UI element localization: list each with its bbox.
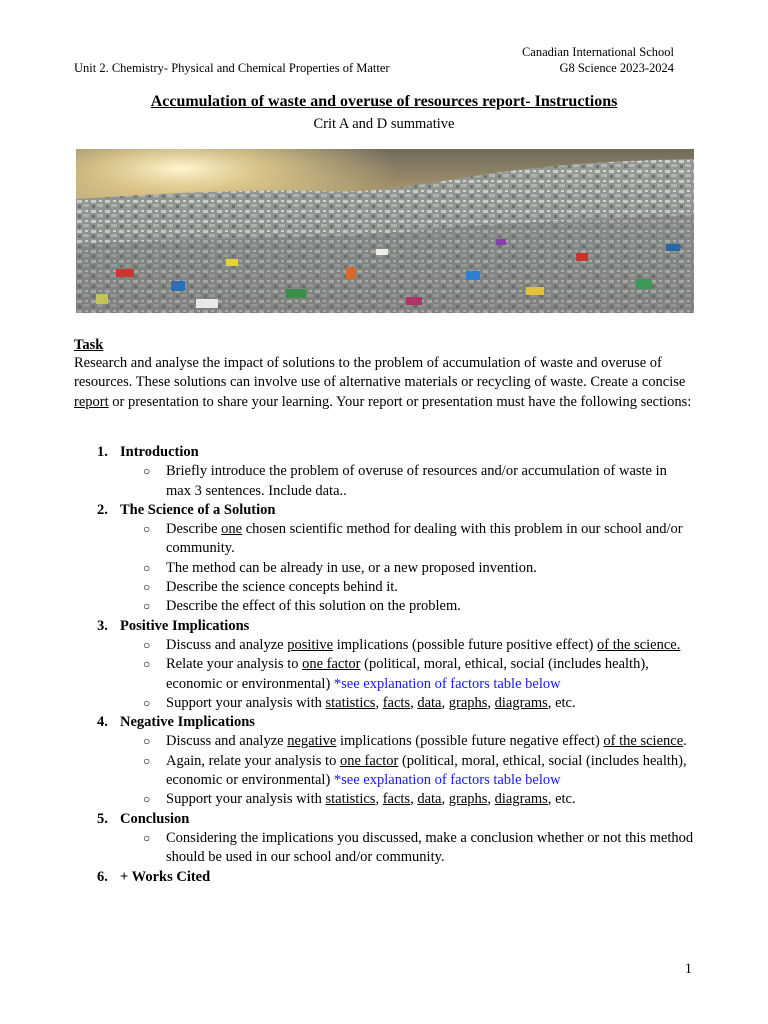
bullet-circle-icon: ○ [143,580,151,595]
page-number: 1 [684,961,692,977]
list-item: ○ Describe one chosen scientific method for dealing with this problem in our school and/or community. [143,521,683,557]
bullet-circle-icon: ○ [143,753,151,768]
section-conclusion: 5. Conclusion ○ Considering the implications you discussed, make a conclusion whether or not this method should be used in our school and/or community. [74,810,694,868]
task-description: Research and analyse the impact of solutions to the problem of accumulation of waste and overuse of resources. These solutions can involve use of alternative materials or recycling of waste. Create a concise report or presentation to share your learning. Your report or presentation must have the following sections: [74,355,692,410]
bullet-circle-icon: ○ [143,734,151,749]
bullet-circle-icon: ○ [143,657,151,672]
factors-table-reference: *see explanation of factors table below [333,772,561,789]
bullet-circle-icon: ○ [143,695,151,710]
list-item: ○ The method can be already in use, or a new proposed invention. [74,559,694,578]
section-title: Conclusion [120,810,190,827]
section-negative-implications: 4. Negative Implications ○ Discuss and analyze negative implications (possible future negative effect) of the science. ○ Again, relate your analysis to one factor (political, moral, ethical, social (includes health), economic or environmental) *see explanation of factors table below ○ Support your analysis with statistics, facts, data, graphs, diagrams, etc. [74,713,694,809]
task-heading: Task [74,337,104,353]
list-item: ○ Support your analysis with statistics, facts, data, graphs, diagrams, etc. [74,694,694,713]
unit-title: Unit 2. Chemistry- Physical and Chemical Properties of Matter [74,61,390,75]
section-title: Negative Implications [120,714,255,731]
header-right [522,44,674,76]
section-title: The Science of a Solution [120,501,276,518]
section-science-of-solution: 2. The Science of a Solution ○ Describe one chosen scientific method for dealing with this problem in our school and/or community. ○ The method can be already in use, or a new proposed invention. ○ Describe the science concepts behind it. ○ Describe the effect of this solution on the problem. [74,501,694,617]
section-title: Introduction [120,444,199,460]
list-item: ○ Relate your analysis to one factor (political, moral, ethical, social (includes health), economic or environmental) *see explanation of factors table below [143,656,649,692]
list-item: ○ Again, relate your analysis to one factor (political, moral, ethical, social (includes health), economic or environmental) *see explanation of factors table below [143,752,687,789]
school-name: Canadian International School [521,45,674,59]
waste-landfill-image [76,149,694,313]
list-item: ○ Considering the implications you discussed, make a conclusion whether or not this method should be used in our school and/or community. [143,829,694,866]
bullet-circle-icon: ○ [143,792,151,807]
page-title: Accumulation of waste and overuse of resources report- Instructions [150,93,618,110]
course-name: G8 Science 2023-2024 [559,61,674,75]
section-title: + Works Cited [120,868,211,885]
list-item: ○ Briefly introduce the problem of overuse of resources and/or accumulation of waste in max 3 sentences. Include data.. [143,463,667,499]
bullet-circle-icon: ○ [143,830,151,845]
report-sections-list [74,443,694,887]
list-item: ○ Discuss and analyze negative implications (possible future negative effect) of the science. [74,732,694,751]
section-introduction: 1. Introduction ○ Briefly introduce the problem of overuse of resources and/or accumulation of waste in max 3 sentences. Include data.. [74,443,694,501]
bullet-circle-icon: ○ [143,637,151,652]
list-item: ○ Describe the science concepts behind it. [74,578,694,597]
section-positive-implications: 3. Positive Implications ○ Discuss and analyze positive implications (possible future positive effect) of the science. ○ Relate your analysis to one factor (political, moral, ethical, social (includes health), economic or environmental) *see explanation of factors table below ○ Support your analysis with statistics, facts, data, graphs, diagrams, etc. [74,617,694,713]
factors-table-reference: *see explanation of factors table below [333,675,561,692]
bullet-circle-icon: ○ [143,560,151,575]
section-title: Positive Implications [120,617,250,634]
bullet-circle-icon: ○ [143,464,151,479]
list-item: ○ Discuss and analyze positive implications (possible future positive effect) of the science. [74,636,694,655]
section-works-cited: 6. + Works Cited [74,868,694,887]
list-item: ○ Support your analysis with statistics, facts, data, graphs, diagrams, etc. [74,790,694,809]
bullet-circle-icon: ○ [143,599,151,614]
list-item: ○ Describe the effect of this solution on the problem. [74,597,694,616]
page-subtitle: Crit A and D summative [313,116,455,132]
bullet-circle-icon: ○ [143,522,151,537]
